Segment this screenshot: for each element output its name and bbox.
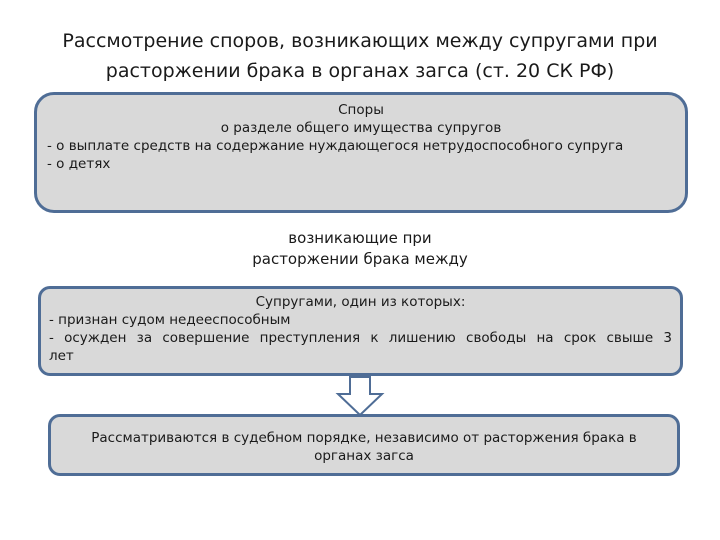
title-line-2: расторжении брака в органах загса (ст. 20 СК РФ) bbox=[105, 60, 615, 82]
slide-title bbox=[30, 26, 690, 86]
spouses-box bbox=[38, 286, 683, 376]
spouses-heading: Супругами, один из которых: bbox=[255, 294, 466, 310]
down-arrow-icon bbox=[335, 376, 385, 416]
spouses-item-incapable: - признан судом недееспособным bbox=[49, 312, 291, 328]
disputes-heading: Споры bbox=[338, 102, 384, 118]
connector-text bbox=[150, 228, 570, 270]
result-box bbox=[48, 414, 680, 476]
disputes-item-support: - о выплате средств на содержание нуждающегося нетрудоспособного супруга bbox=[47, 138, 624, 154]
result-text: Рассматриваются в судебном порядке, независимо от расторжения брака в органах загса bbox=[91, 430, 637, 464]
spouses-item-convicted-cont: лет bbox=[49, 348, 74, 364]
connector-line-2: расторжении брака между bbox=[252, 250, 468, 268]
disputes-item-property: о разделе общего имущества супругов bbox=[220, 120, 502, 136]
spouses-item-convicted: - осужден за совершение преступления к лишению свободы на срок свыше 3 bbox=[49, 330, 672, 346]
disputes-box bbox=[34, 92, 688, 213]
connector-line-1: возникающие при bbox=[288, 229, 432, 247]
title-line-1: Рассмотрение споров, возникающих между супругами при bbox=[62, 30, 658, 52]
disputes-item-children: - о детях bbox=[47, 156, 111, 172]
